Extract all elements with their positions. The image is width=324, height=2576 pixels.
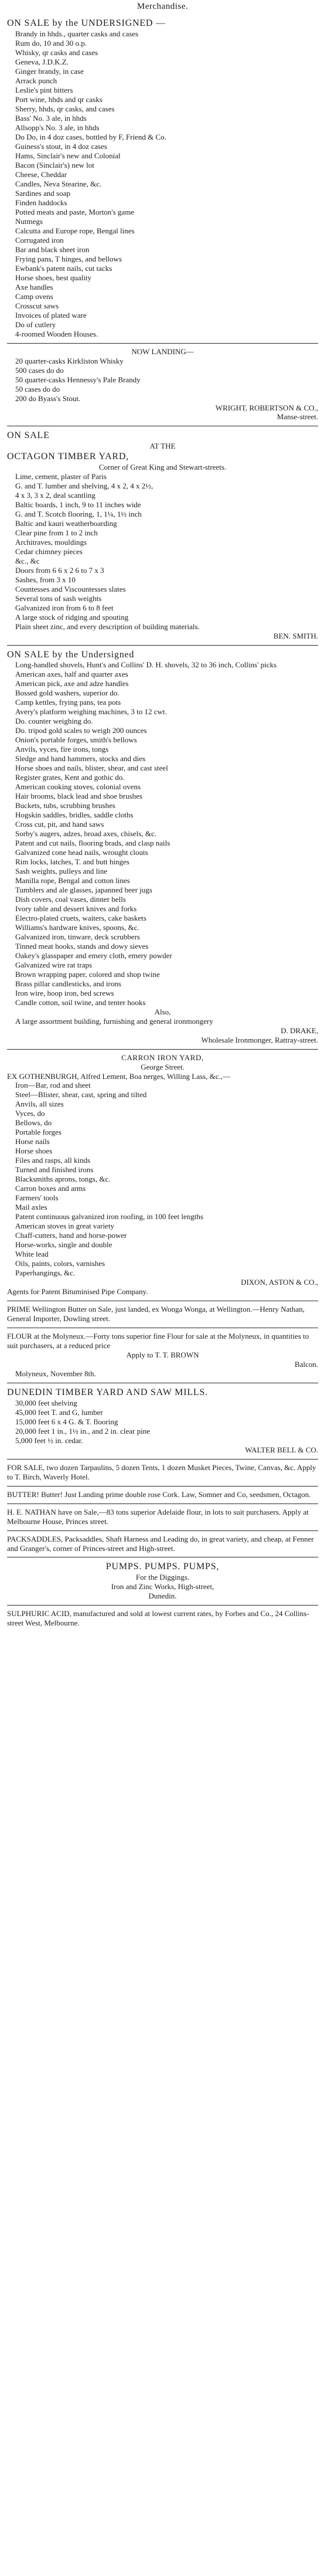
ad-line: Williams's hardware knives, spoons, &c. xyxy=(15,922,139,932)
ad-line: Horse shoes, best quality xyxy=(15,273,91,282)
ad-line: Arrack punch xyxy=(15,76,57,86)
ad-address: Wholesale Ironmonger, Rattray-street. xyxy=(201,1035,318,1044)
ad-line: Axe handles xyxy=(15,282,53,291)
ad-line: 4 x 3, 3 x 2, deal scantling xyxy=(15,490,96,500)
ad-line: Lime, cement, plaster of Paris xyxy=(15,471,107,481)
ad-line: Ivory table and dessert knives and forks xyxy=(15,904,137,913)
ad-line: Bossed gold washers, superior do. xyxy=(15,688,120,698)
ad-line: Apply to T. T. BROWN xyxy=(126,1350,199,1360)
ad-line: Allsopp's No. 3 ale, in hhds xyxy=(15,123,100,132)
ad-line: Anvils, all sizes xyxy=(15,1099,64,1109)
ad-line: Files and rasps, all kinds xyxy=(15,1156,91,1165)
ad-line: Horse-works, single and double xyxy=(15,1240,112,1250)
ad-line: Horse shoes xyxy=(15,1146,53,1156)
advertisement-octagon-timber-yard xyxy=(7,426,318,645)
ad-line: Doors from 6 6 x 2 6 to 7 x 3 xyxy=(15,565,104,575)
ad-line: G. and T. Scotch flooring, 1, 1¼, 1½ inch xyxy=(15,509,142,518)
ad-line: Iron—Bar, rod and sheet xyxy=(15,1081,91,1090)
newspaper-column xyxy=(0,1,324,1632)
ad-line: Port wine, hhds and qr casks xyxy=(15,95,103,104)
ad-signature: D. DRAKE, xyxy=(281,1026,318,1035)
ad-paragraph: FOR SALE, two dozen Tarpaulins, 5 dozen Tents, 1 dozen Musket Pieces, Twine, Canvas, &c. Apply to T. Birch, Waverly Hotel. xyxy=(7,1462,318,1481)
ad-line: Corrugated iron xyxy=(15,235,64,245)
ad-line: Camp kettles, frying pans, tea pots xyxy=(15,698,121,707)
ad-line: Patent and cut nails, flooring brads, and clasp nails xyxy=(15,838,170,847)
ad-paragraph: PRIME Wellington Butter on Sale, just landed, ex Wonga Wonga, at Wellington.—Henry Nathan, General Importer, Dowling street. xyxy=(7,1305,307,1323)
ad-heading: PUMPS. PUMPS. PUMPS, xyxy=(105,1562,220,1572)
ad-paragraph: SULPHURIC ACID, manufactured and sold at lowest current rates, by Forbes and Co., 24 Collins-street West, Melbourne. xyxy=(7,1609,309,1628)
ad-line: Whisky, qr casks and cases xyxy=(15,48,98,57)
ad-line: 20 quarter-casks Kirkliston Whisky xyxy=(15,356,124,365)
ad-line: Farmers' tools xyxy=(15,1193,59,1203)
ad-line: 4-roomed Wooden Houses. xyxy=(15,329,98,338)
ad-line: Countesses and Viscountesses slates xyxy=(15,584,126,593)
ad-line: Register grates, Kent and gothic do. xyxy=(15,772,125,782)
ad-line: 50 quarter-casks Hennessy's Pale Brandy xyxy=(15,375,141,384)
ad-line: Oakey's glasspaper and emery cloth, emery powder xyxy=(15,951,172,960)
ad-line: Sledge and hand hammers, stocks and dies xyxy=(15,754,146,763)
ad-line: Portable forges xyxy=(15,1128,62,1137)
ad-line: Iron wire, hoop iron, bed screws xyxy=(15,988,114,997)
advertisement-butter-cork xyxy=(7,1486,318,1504)
ad-line: Cheese, Cheddar xyxy=(15,169,67,179)
ad-line: Vyces, do xyxy=(15,1109,45,1118)
ad-line: Manilla rope, Bengal and cotton lines xyxy=(15,875,130,885)
ad-line: Brandy in hhds., quarter casks and cases xyxy=(15,29,139,39)
ad-line: Candle cotton, soil twine, and tenter hooks xyxy=(15,997,146,1007)
ad-line: A large stock of ridging and spouting xyxy=(15,612,129,622)
ad-signature: DIXON, ASTON & CO., xyxy=(241,1278,318,1287)
ad-line: Turned and finished irons xyxy=(15,1165,94,1175)
ad-line: Onion's portable forges, smith's bellows xyxy=(15,735,137,745)
ad-line: Crosscut saws xyxy=(15,301,59,310)
ad-line: G. and T. lumber and shelving, 4 x 2, 4 x 2½, xyxy=(15,481,154,490)
ad-line: Sardines and soap xyxy=(15,188,70,198)
ad-line: Candles, Neva Stearine, &c. xyxy=(15,179,102,188)
ad-line: 20,000 feet 1 in., 1½ in., and 2 in. clear pine xyxy=(15,1426,150,1435)
ad-line: Brass pillar candlesticks, and irons xyxy=(15,979,121,988)
ad-line: Hogskin saddles, bridles, saddle cloths xyxy=(15,810,134,819)
ad-address: Manse-street. xyxy=(277,412,318,422)
advertisement-packsaddles xyxy=(7,1531,318,1558)
ad-line: Horse shoes and nails, blister, shear, and cast steel xyxy=(15,763,168,772)
ad-line: Dish covers, coal vases, dinner bells xyxy=(15,894,126,904)
ad-line: Bass' No. 3 ale, in hhds xyxy=(15,113,87,123)
ad-line: American stoves in great variety xyxy=(15,1221,114,1231)
ad-line: Hair brooms, black lead and shoe brushes xyxy=(15,791,142,800)
ad-heading: DUNEDIN TIMBER YARD AND SAW MILLS. xyxy=(7,1387,208,1398)
ad-line: Paperhangings, &c. xyxy=(15,1268,76,1278)
advertisement-adelaide-flour xyxy=(7,1504,318,1531)
ad-line: Chaff-cutters, hand and horse-power xyxy=(15,1231,127,1240)
ad-line: Do. counter weighing do. xyxy=(15,717,93,726)
ad-line: Also, xyxy=(154,1007,171,1016)
ad-line: Galvanized wire rat traps xyxy=(15,960,93,969)
ad-line: 5,000 feet ½ in. cedar. xyxy=(15,1435,83,1445)
ad-line: 45,000 feet T. and G, lumber xyxy=(15,1407,103,1417)
ad-line: Galvanized iron from 6 to 8 feet xyxy=(15,603,114,612)
ad-line: Avery's platform weighing machines, 3 to 12 cwt. xyxy=(15,707,167,717)
ad-line: Sashes, from 3 x 10 xyxy=(15,575,76,584)
ad-line: Molyneux, November 8th. xyxy=(15,1369,96,1379)
ad-line: Clear pine from 1 to 2 inch xyxy=(15,528,98,537)
ad-line: American axes, half and quarter axes xyxy=(15,670,128,679)
ad-line: Do of cutlery xyxy=(15,320,56,329)
ad-signature: WRIGHT, ROBERTSON & CO., xyxy=(215,403,318,412)
ad-line: Corner of Great King and Stewart-streets. xyxy=(98,462,227,471)
ad-heading: CARRON IRON YARD, xyxy=(121,1053,204,1062)
ad-heading: NOW LANDING— xyxy=(131,347,194,356)
ad-line: Balcon. xyxy=(294,1360,318,1369)
ad-line: Iron and Zinc Works, High-street, xyxy=(111,1582,214,1591)
ad-line: Frying pans, T hinges, and bellows xyxy=(15,254,122,263)
ad-line: Tinned meat hooks, stands and dowy sieves xyxy=(15,941,149,951)
advertisement-general-merchandise xyxy=(7,14,318,343)
ad-line: Anvils, vyces, fire irons, tongs xyxy=(15,745,109,754)
ad-line: A large assortment building, furnishing and general ironmongery xyxy=(15,1016,213,1026)
advertisement-now-landing xyxy=(7,344,318,427)
ad-line: Do. tripod gold scales to weigh 200 ounces xyxy=(15,726,147,735)
ad-line: Bar and black sheet iron xyxy=(15,245,90,254)
ad-line: Patent continuous galvanized iron roofing, in 100 feet lengths xyxy=(15,1212,203,1221)
ad-signature: WALTER BELL & CO. xyxy=(245,1445,318,1454)
ad-line: American pick, axe and adze handles xyxy=(15,679,129,688)
ad-line: Nutmegs xyxy=(15,216,43,226)
ad-line: Steel—Blister, shear, cast, spring and tilted xyxy=(15,1090,147,1099)
ad-paragraph: FLOUR at the Molyneux.—Forty tons superior fine Flour for sale at the Molyneux, in quantities to suit purchasers, at a reduced price xyxy=(7,1332,311,1350)
ad-line: Baltic boards, 1 inch, 9 to 11 inches wide xyxy=(15,500,141,509)
ad-subheading: George Street. xyxy=(141,1062,185,1071)
ad-line: Buckets, tubs, scrubbing brushes xyxy=(15,800,115,810)
ad-line: Bacon (Sinclair's) new lot xyxy=(15,160,94,169)
ad-line: 15,000 feet 6 x 4 G. & T. flooring xyxy=(15,1417,118,1426)
ad-line: Blacksmiths aprons, tongs, &c. xyxy=(15,1175,111,1184)
ad-line: Oils, paints, colors, varnishes xyxy=(15,1259,105,1268)
ad-line: Horse nails xyxy=(15,1137,50,1146)
section-title: Merchandise. xyxy=(137,2,189,11)
advertisement-dunedin-timber-yard xyxy=(7,1383,318,1460)
ad-line: Invoices of plated ware xyxy=(15,310,87,320)
ad-line: Do Do, in 4 doz cases, bottled by F, Friend & Co. xyxy=(15,132,166,141)
ad-line: Carron boxes and arms xyxy=(15,1184,86,1193)
ad-line: Cross cut, pit, and hand saws xyxy=(15,819,104,829)
ad-heading: ON SALE by the UNDERSIGNED — xyxy=(7,18,166,29)
advertisement-pumps xyxy=(7,1557,318,1606)
ad-line: 50 cases do do xyxy=(15,384,60,393)
ad-line: American cooking stoves, colonial ovens xyxy=(15,782,141,791)
advertisement-tarpaulins xyxy=(7,1460,318,1486)
ad-line: Rum do, 10 and 30 o.p. xyxy=(15,39,87,48)
ad-line: Galvanized cone head nails, wrought clouts xyxy=(15,847,148,857)
advertisement-carron-iron-yard xyxy=(7,1050,318,1302)
ad-line: 200 do Byass's Stout. xyxy=(15,393,81,403)
ad-line: Sorby's augers, adzes, broad axes, chisels, &c. xyxy=(15,829,156,838)
ad-line: Sash weights, pulleys and line xyxy=(15,866,108,875)
ad-line: White lead xyxy=(15,1250,49,1259)
ad-line: Several tons of sash weights xyxy=(15,593,102,603)
ad-line: Architraves, mouldings xyxy=(15,537,87,547)
ad-line: Bellows, do xyxy=(15,1118,52,1128)
ad-line: Ewbank's patent nails, cut tacks xyxy=(15,263,112,273)
ad-line: Dunedin. xyxy=(148,1591,177,1601)
ad-line: Agents for Patent Bituminised Pipe Company. xyxy=(7,1287,148,1297)
ad-paragraph: H. E. NATHAN have on Sale,—83 tons superior Adelaide flour, in lots to suit purchasers. Apply at Melbourne House, Princes street. xyxy=(7,1507,311,1526)
advertisement-flour-molyneux xyxy=(7,1328,318,1383)
ad-line: Electro-plated cruets, waiters, cake baskets xyxy=(15,913,146,922)
ad-line: EX GOTHENBURGH, Alfred Lement, Boa nerges, Willing Lass, &c.,— xyxy=(7,1071,230,1081)
ad-line: Camp ovens xyxy=(15,291,53,301)
ad-line: Long-handled shovels, Hunt's and Collins' D. H. shovels, 32 to 36 inch, Collins' picks xyxy=(15,660,277,670)
advertisement-wellington-butter xyxy=(7,1301,318,1328)
ad-line: Guiness's stout, in 4 doz cases xyxy=(15,141,107,151)
ad-line: Geneva, J.D.K.Z. xyxy=(15,57,69,67)
ad-line: Tumblers and ale glasses, japanned beer jugs xyxy=(15,885,152,894)
ad-line: 30,000 feet shelving xyxy=(15,1398,77,1407)
ad-line: Potted meats and paste, Morton's game xyxy=(15,207,135,216)
ad-subheading: AT THE xyxy=(149,442,176,451)
ad-line: Sherry, hhds, qr casks, and cases xyxy=(15,104,115,113)
ad-line: Leslie's pint bitters xyxy=(15,86,73,95)
ad-paragraph: PACKSADDLES, Packsaddles, Shaft Harness and Leading do, in great variety, and cheap, at Fenner and Granger's, corner of Princes-street and High-street. xyxy=(7,1534,316,1553)
ad-heading: OCTAGON TIMBER YARD, xyxy=(7,452,129,462)
ad-line: Hams, Sinclair's new and Colonial xyxy=(15,151,121,160)
ad-line: 500 cases do do xyxy=(15,365,64,375)
ad-line: Rim locks, latches, T. and butt hinges xyxy=(15,857,129,866)
ad-heading: ON SALE xyxy=(7,430,50,441)
ad-line: Cedar chimney pieces xyxy=(15,547,83,556)
ad-line: Mail axles xyxy=(15,1203,47,1212)
ad-line: Galvanized iron, tinware, deck scrubbers xyxy=(15,932,140,941)
ad-line: Calcutta and Europe rope, Bengal lines xyxy=(15,226,135,235)
ad-line: For the Diggings. xyxy=(135,1573,190,1582)
ad-line: Finden haddocks xyxy=(15,198,67,207)
ad-line: &c., &c xyxy=(15,556,40,565)
advertisement-ironmongery xyxy=(7,646,318,1050)
ad-line: Baltic and kauri weatherboarding xyxy=(15,518,117,528)
ad-signature: BEN. SMITH. xyxy=(273,631,318,640)
ad-line: Ginger brandy, in case xyxy=(15,67,84,76)
ad-line: Brown wrapping paper, colored and shop twine xyxy=(15,969,160,979)
ad-paragraph: BUTTER! Butter! Just Landing prime double rose Cork. Law, Somner and Co, seedsmen, Octagon. xyxy=(7,1489,311,1499)
ad-line: Plain sheet zinc, and every description of building materials. xyxy=(15,622,200,631)
ad-heading: ON SALE by the Undersigned xyxy=(7,649,135,660)
advertisement-sulphuric-acid xyxy=(7,1606,318,1632)
